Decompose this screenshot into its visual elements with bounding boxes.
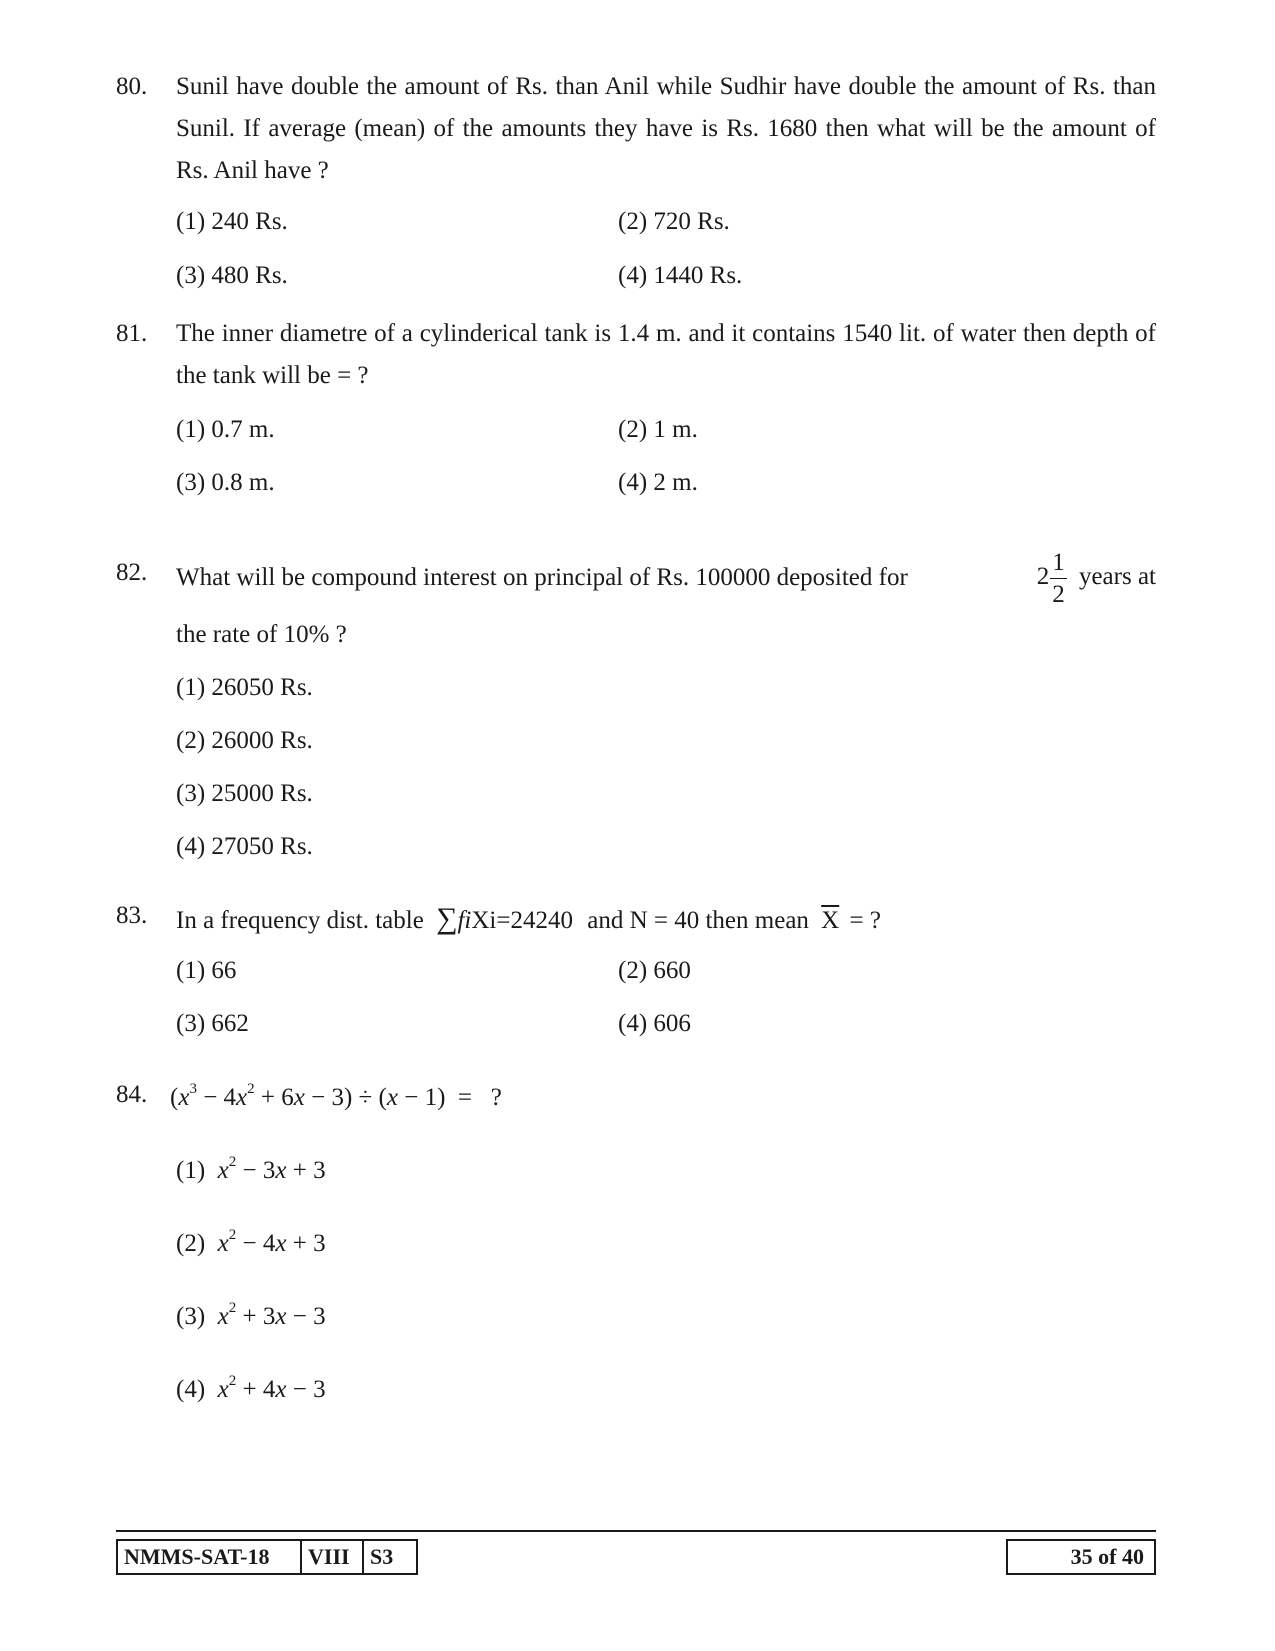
option-3 bbox=[176, 1300, 326, 1331]
option-4: (4) 27050 Rs. bbox=[176, 833, 313, 860]
expr-power: 2 bbox=[228, 1227, 237, 1243]
question-text-line2: the rate of 10% ? bbox=[176, 621, 347, 648]
expr-part: + 3 bbox=[286, 1157, 326, 1184]
option-2 bbox=[176, 1227, 326, 1258]
xi-value: Xi=24240 bbox=[471, 907, 573, 934]
question-text-line1 bbox=[176, 544, 1156, 612]
expr-var: x bbox=[217, 1303, 229, 1330]
mixed-whole: 2 bbox=[1036, 562, 1050, 590]
question-84 bbox=[116, 1081, 1156, 1112]
option-1: (1) 0.7 m. bbox=[176, 416, 275, 443]
expr-power: 2 bbox=[228, 1373, 237, 1389]
question-expression bbox=[170, 1081, 1156, 1112]
question-number: 81. bbox=[116, 320, 148, 347]
question-text-start: In a frequency dist. table bbox=[176, 907, 424, 934]
question-80 bbox=[116, 66, 1156, 192]
option-1: (1) 66 bbox=[176, 957, 237, 984]
question-text: Sunil have double the amount of Rs. than Anil while Sudhir have double the amount of Rs. than Sunil. If average (mean) of the amounts they have is Rs. 1680 then what will be the amount of Rs. Anil have ? bbox=[176, 73, 1156, 184]
option-label: (1) bbox=[176, 1157, 206, 1184]
expr-var: x bbox=[178, 1084, 190, 1111]
footer-exam-code: NMMS-SAT-18 bbox=[118, 1541, 302, 1573]
question-text: What will be compound interest on principal of Rs. 100000 deposited for bbox=[176, 564, 908, 591]
fraction-numerator: 1 bbox=[1050, 550, 1067, 579]
expr-part: + 3 bbox=[236, 1303, 276, 1330]
expr-power: 2 bbox=[247, 1081, 255, 1097]
option-4: (4) 606 bbox=[618, 1010, 691, 1037]
question-text-end: = ? bbox=[849, 907, 881, 934]
expr-power: 2 bbox=[228, 1154, 237, 1170]
expr-var: x bbox=[275, 1157, 287, 1184]
expr-part: − 3 bbox=[286, 1376, 326, 1403]
expr-power: 3 bbox=[189, 1081, 197, 1097]
footer-code-box bbox=[116, 1539, 418, 1575]
expr-var: x bbox=[275, 1376, 287, 1403]
option-3: (3) 662 bbox=[176, 1010, 249, 1037]
option-4: (4) 2 m. bbox=[618, 469, 698, 496]
option-3: (3) 0.8 m. bbox=[176, 469, 275, 496]
question-81 bbox=[116, 313, 1156, 397]
footer-set: S3 bbox=[370, 1544, 394, 1569]
option-label: (2) bbox=[176, 1230, 206, 1257]
expr-part: − 4 bbox=[236, 1230, 276, 1257]
option-2: (2) 1 m. bbox=[618, 416, 698, 443]
expr-var: x bbox=[275, 1303, 287, 1330]
fi-symbol: fi bbox=[457, 907, 472, 934]
question-text bbox=[176, 902, 1156, 936]
footer-page-number: 35 of 40 bbox=[1006, 1539, 1156, 1575]
question-number: 82. bbox=[116, 559, 148, 586]
option-4: (4) 1440 Rs. bbox=[618, 262, 743, 289]
question-text-mid: and N = 40 then mean bbox=[587, 907, 809, 934]
option-2: (2) 720 Rs. bbox=[618, 208, 730, 235]
expr-part: − 3) ÷ ( bbox=[304, 1084, 387, 1111]
option-1 bbox=[176, 1154, 326, 1185]
option-1: (1) 240 Rs. bbox=[176, 208, 288, 235]
expr-part: + 4 bbox=[236, 1376, 276, 1403]
option-4 bbox=[176, 1373, 326, 1404]
question-text-end: years at bbox=[1078, 562, 1156, 590]
x-bar-symbol: $\overline{X}$ bbox=[821, 907, 840, 934]
option-label: (4) bbox=[176, 1376, 206, 1403]
expr-part: − 4 bbox=[196, 1084, 237, 1111]
option-1: (1) 26050 Rs. bbox=[176, 674, 313, 701]
footer-class: VIII bbox=[302, 1541, 364, 1573]
expr-var: x bbox=[386, 1084, 398, 1111]
option-3: (3) 25000 Rs. bbox=[176, 780, 313, 807]
question-number: 84. bbox=[116, 1081, 148, 1108]
option-2: (2) 660 bbox=[618, 957, 691, 984]
option-label: (3) bbox=[176, 1303, 206, 1330]
expr-part: − 1) = ? bbox=[397, 1084, 502, 1111]
fraction bbox=[1050, 550, 1067, 607]
question-number: 83. bbox=[116, 902, 148, 929]
expr-part: ( bbox=[170, 1084, 179, 1111]
expr-part: − 3 bbox=[286, 1303, 326, 1330]
option-2: (2) 26000 Rs. bbox=[176, 727, 313, 754]
expr-part: + 3 bbox=[286, 1230, 326, 1257]
footer-divider bbox=[116, 1530, 1156, 1532]
option-3: (3) 480 Rs. bbox=[176, 262, 288, 289]
expr-var: x bbox=[217, 1376, 229, 1403]
expr-part: − 3 bbox=[236, 1157, 276, 1184]
question-number: 80. bbox=[116, 73, 148, 100]
question-83 bbox=[116, 902, 1156, 936]
question-text: The inner diametre of a cylinderical tank is 1.4 m. and it contains 1540 lit. of water then depth of the tank will be = ? bbox=[176, 320, 1156, 389]
expr-var: x bbox=[275, 1230, 287, 1257]
expr-power: 2 bbox=[228, 1300, 237, 1316]
question-82 bbox=[116, 544, 1156, 612]
sigma-symbol: ∑ bbox=[436, 902, 458, 935]
expr-var: x bbox=[217, 1230, 229, 1257]
expr-var: x bbox=[217, 1157, 229, 1184]
expr-var: x bbox=[236, 1084, 248, 1111]
mixed-number bbox=[1037, 550, 1156, 607]
expr-var: x bbox=[293, 1084, 305, 1111]
expr-part: + 6 bbox=[254, 1084, 294, 1111]
fraction-denominator: 2 bbox=[1052, 580, 1065, 608]
